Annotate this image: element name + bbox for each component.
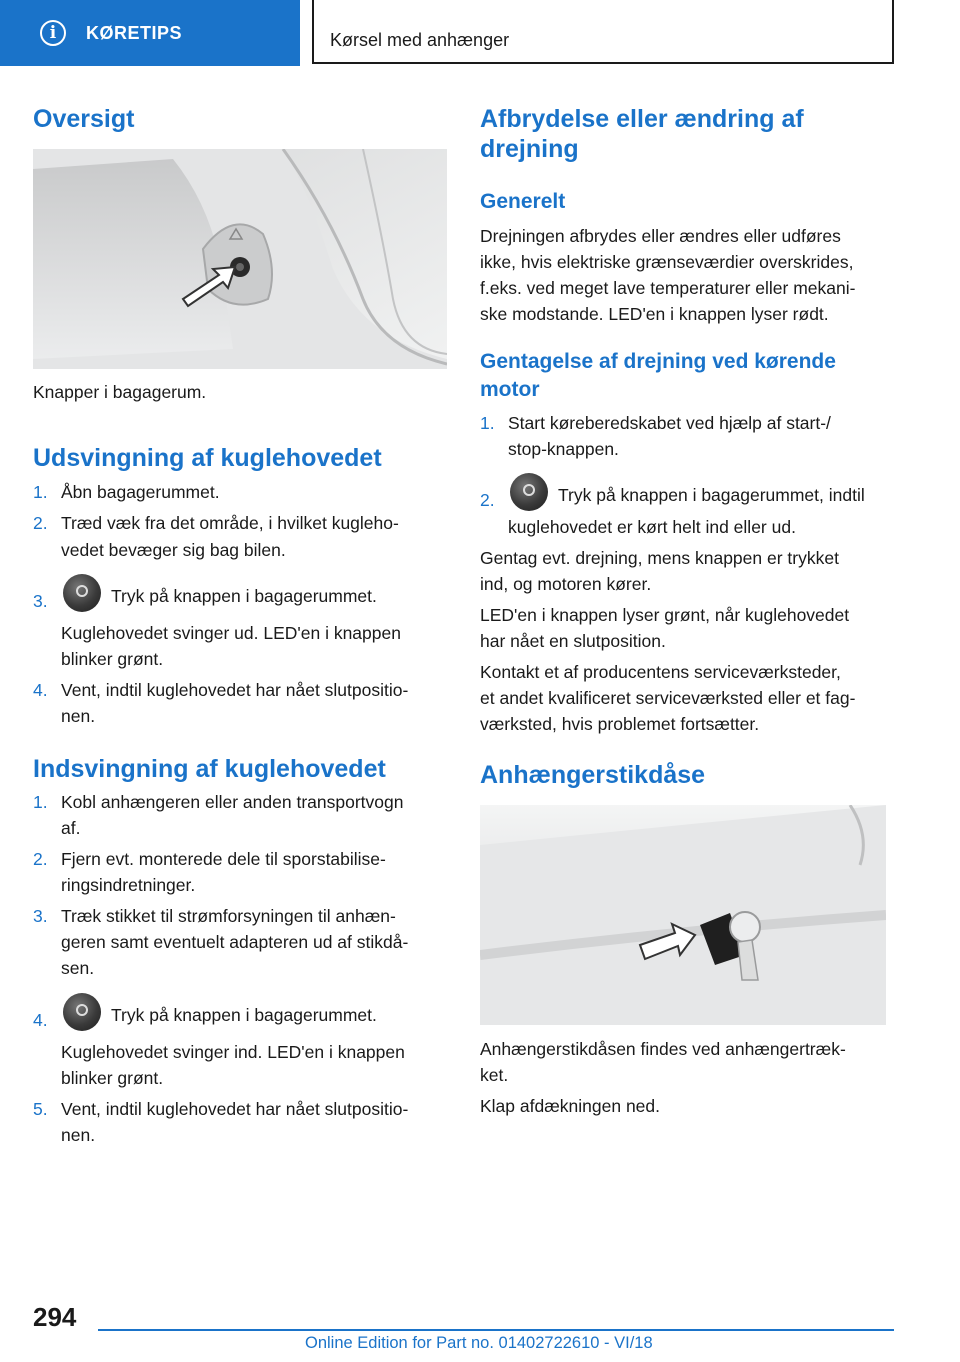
trunk-button-illustration	[33, 149, 447, 369]
overview-heading: Oversigt	[33, 105, 135, 133]
chapter-title-box	[312, 0, 894, 64]
repeat-text-line: et andet kvalificeret serviceværksted eller et fag-	[480, 688, 856, 708]
repeat-text-line: værksted, hvis problemet fortsætter.	[480, 714, 760, 734]
page-number: 294	[33, 1302, 77, 1332]
socket-heading: Anhængerstikdåse	[480, 761, 706, 789]
info-icon: i	[40, 20, 66, 46]
trailer-hitch-button-icon	[510, 473, 548, 511]
chapter-title: Kørsel med anhænger	[330, 30, 510, 50]
general-text-line: ske modstande. LED'en i knappen lyser rødt.	[480, 304, 829, 324]
general-text-line: f.eks. ved meget lave temperaturer eller mekani-	[480, 278, 856, 298]
general-text-line: Drejningen afbrydes eller ændres eller udføres	[480, 226, 841, 246]
section-label: KØRETIPS	[86, 22, 183, 43]
general-text-line: ikke, hvis elektriske grænseværdier overskrides,	[480, 252, 854, 272]
socket-text: Klap afdækningen ned.	[480, 1096, 660, 1116]
interrupt-heading-line1: Afbrydelse eller ændring af	[480, 105, 804, 133]
socket-caption-line: ket.	[480, 1065, 509, 1085]
trailer-socket-photo	[480, 805, 886, 1025]
repeat-text-line: LED'en i knappen lyser grønt, når kuglehovedet	[480, 605, 850, 625]
repeat-heading-line2: motor	[480, 378, 540, 401]
trailer-socket-illustration	[480, 805, 886, 1025]
repeat-text-line: Kontakt et af producentens serviceværksteder,	[480, 662, 841, 682]
edition-note: Online Edition for Part no. 01402722610 - VI/18	[305, 1334, 653, 1352]
section-tab	[0, 0, 300, 66]
repeat-text-line: Gentag evt. drejning, mens knappen er trykket	[480, 548, 839, 568]
overview-caption: Knapper i bagagerum.	[33, 382, 207, 402]
repeat-heading-line1: Gentagelse af drejning ved kørende	[480, 350, 836, 373]
repeat-text-line: har nået en slutposition.	[480, 631, 666, 651]
general-heading: Generelt	[480, 190, 566, 213]
repeat-text-line: ind, og motoren kører.	[480, 574, 652, 594]
trailer-hitch-button-icon	[63, 993, 101, 1031]
swing-out-heading: Udsvingning af kuglehovedet	[33, 444, 382, 472]
trailer-hitch-button-icon	[63, 574, 101, 612]
trunk-button-photo	[33, 149, 447, 369]
interrupt-heading-line2: drejning	[480, 135, 579, 163]
socket-caption-line: Anhængerstikdåsen findes ved anhængertræk-	[480, 1039, 846, 1059]
footer-divider	[98, 1329, 894, 1331]
swing-in-heading: Indsvingning af kuglehovedet	[33, 755, 386, 783]
